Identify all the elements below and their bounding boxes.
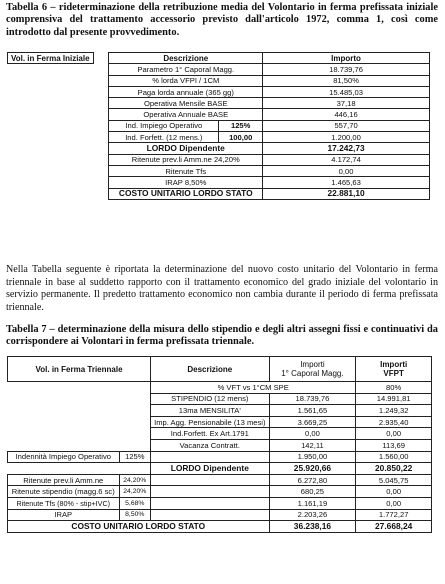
table-row: Ritenute stipendio (magg.6 sc) 24,20% 680,25 0,00 — [8, 486, 432, 498]
table-row: COSTO UNITARIO LORDO STATO 36.238,16 27.668,24 — [8, 521, 432, 533]
table-row: Operativa Annuale BASE 446,16 — [8, 109, 430, 120]
table-row: Ritenute Tfs (80% - stip+IVC) 5,68% 1.161,19 0,00 — [8, 497, 432, 509]
table-row: Paga lorda annuale (365 gg) 15.485,03 — [8, 86, 430, 97]
table7 — [7, 356, 432, 533]
table6-header-row — [8, 53, 430, 64]
table-row: LORDO Dipendente 25.920,66 20.850,22 — [8, 463, 432, 475]
table-row: Ind.Forfett. Ex Art.1791 0,00 0,00 — [8, 428, 432, 440]
table7-header-col2: Descrizione — [151, 357, 269, 382]
table6-header-col1: Vol. in Ferma Iniziale — [8, 53, 94, 64]
table-row: Imp. Agg. Pensionabile (13 mesi) 3.669,25 2.935,40 — [8, 416, 432, 428]
table7-header-col1: Vol. in Ferma Triennale — [8, 357, 151, 382]
table7-header-row — [8, 357, 432, 382]
table7-header-col4: Importi VFPT — [356, 357, 432, 382]
table7-header-col3: Importi 1° Caporal Magg. — [269, 357, 356, 382]
table6-caption: Tabella 6 – rideterminazione della retribuzione media del Volontario in ferma prefissata iniziale comprensiva del trattamento accessorio previsto dall'articolo 1972, comma 1, così come introdotto dal presente provvedimento. — [6, 2, 438, 38]
table-row: 13ma MENSILITA' 1.561,65 1.249,32 — [8, 405, 432, 417]
table-row: LORDO Dipendente 17.242,73 — [8, 143, 430, 154]
body-paragraph: Nella Tabella seguente è riportata la determinazione del nuovo costo unitario del Volontario in ferma triennale in base al suddetto rapporto con il trattamento economico del grado iniziale del volontario in servizio permanente. Il predetto trattamento economico non cambia durante il periodo di ferma prefissata triennale. — [6, 264, 438, 313]
table7-caption: Tabella 7 – determinazione della misura dello stipendio e degli altri assegni fissi e continuativi da corrispondere ai Volontari in ferma prefissata triennale. — [6, 324, 438, 348]
table-row: % lorda VFPI / 1CM 81,50% — [8, 75, 430, 86]
table6-header-col3: Importo — [263, 53, 430, 64]
table-row: Vacanza Contratt. 142,11 113,69 — [8, 439, 432, 451]
table6-header-col2: Descrizione — [109, 53, 263, 64]
table-row: % VFT vs 1°CM SPE 80% — [8, 382, 432, 394]
table-row: Ind. Forfett. (12 mens.) 100,00 1.200,00 — [8, 132, 430, 143]
table-row: Ritenute Tfs 0,00 — [8, 165, 430, 176]
table-row: Ritenute prev.li Amm.ne 24,20% 6.272,80 5.045,75 — [8, 474, 432, 486]
table-row: Indennità Impiego Operativo 125% 1.950,00 1.560,00 — [8, 451, 432, 463]
table-row: Ritenute prev.li Amm.ne 24,20% 4.172,74 — [8, 154, 430, 165]
table-row: Ind. Impiego Operativo 125% 557,70 — [8, 120, 430, 131]
table6 — [7, 52, 430, 200]
table-row: Parametro 1° Caporal Magg. 18.739,76 — [8, 64, 430, 75]
table-row: Operativa Mensile BASE 37,18 — [8, 98, 430, 109]
table-row: IRAP 8,50% 1.465,63 — [8, 177, 430, 188]
table-row: IRAP 8,50% 2.203,26 1.772,27 — [8, 509, 432, 521]
table-row: STIPENDIO (12 mens) 18.739,76 14.991,81 — [8, 393, 432, 405]
table-row: COSTO UNITARIO LORDO STATO 22.881,10 — [8, 188, 430, 199]
